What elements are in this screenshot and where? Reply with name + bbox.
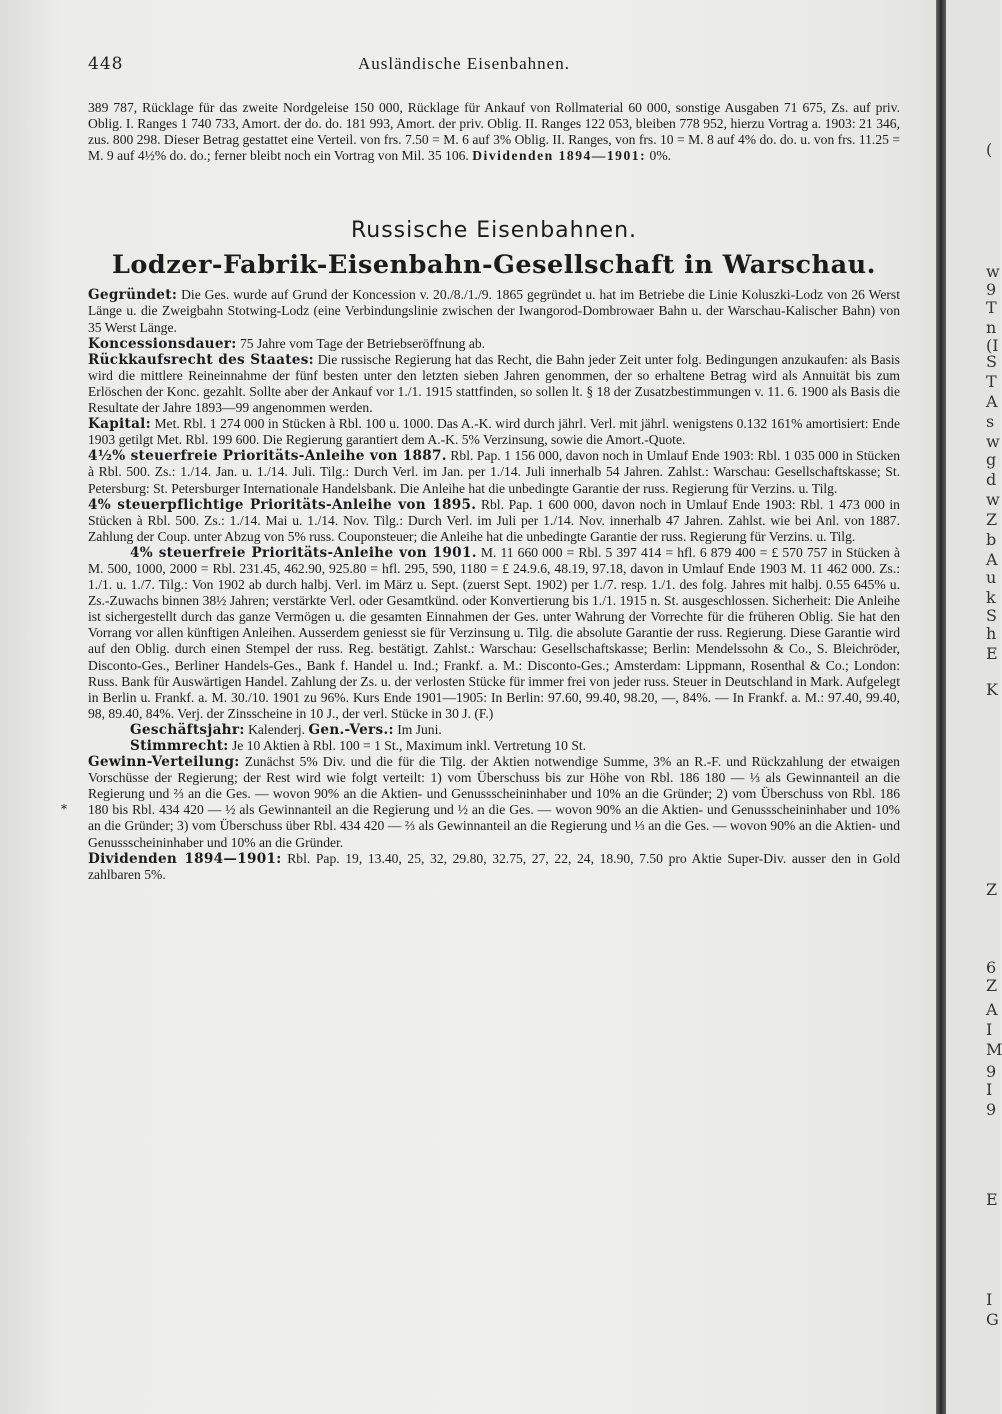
label-dividenden: Dividenden 1894—1901:	[88, 850, 282, 867]
para-dividenden	[88, 851, 900, 883]
facing-page-fragment: K	[986, 680, 998, 699]
text-dividenden: Rbl. Pap. 19, 13.40, 25, 32, 29.80, 32.75, 27, 22, 24, 18.90, 7.50 pro Aktie Super-Div. ausser den in Gold zahlbaren 5%.	[88, 850, 900, 882]
text-rueckkauf: Die russische Regierung hat das Recht, die Bahn jeder Zeit unter folg. Bedingungen anzukaufen: als Basis wird die mittlere Reineinnahme der fünf besten unter den letzten sieben Jahren genommen, der so erhaltene Betrag wird als Annuität bis zum Erlöschen der Konc. gezahlt. Sollte aber der Ankauf vor 1./1. 1915 stattfinden, so sollen lt. § 18 der Zusatzbestimmungen v. 11. 6. 1900 als Basis die Resultate der Jahre 1893—99 angenommen werden.	[88, 351, 900, 416]
facing-page-fragment: 6	[986, 958, 997, 977]
label-anleihe-1901: 4% steuerfreie Prioritäts-Anleihe von 1901.	[130, 544, 477, 561]
label-rueckkauf: Rückkaufsrecht des Staates:	[88, 351, 314, 368]
facing-page-fragment: T	[986, 298, 997, 317]
facing-page-fragment: E	[986, 1190, 998, 1209]
facing-page-fragment: Z	[986, 880, 998, 899]
para-gewinn	[88, 754, 900, 851]
facing-page-fragment: b	[986, 530, 997, 549]
facing-page-fragment: g	[986, 450, 997, 469]
para-kapital	[88, 416, 900, 448]
para-geschaeftsjahr	[88, 722, 900, 738]
section-title: Russische Eisenbahnen.	[350, 218, 638, 244]
label-gegruendet: Gegründet:	[88, 287, 178, 304]
facing-page-fragment: A	[986, 392, 998, 411]
para-rueckkauf	[88, 352, 900, 416]
label-geschaeftsjahr: Geschäftsjahr:	[130, 721, 245, 738]
text-anleihe-1895: Rbl. Pap. 1 600 000, davon noch in Umlauf Ende 1903: Rbl. 1 473 000 in Stücken à Rbl. 500. Zs.: 1./14. Mai u. 1./14. Nov. Tilg.: Durch Verl. im Juli per 1./14. Nov. innerhalb 47 Jahren. Zahlst. wie bei Anl. von 1887. Zahlung der Coup. unter Abzug von 5% russ. Couponsteuer; die Anleihe hat die unbedingte Garantie der russ. Regierung für Verzins. u. Tilg.	[88, 496, 900, 544]
facing-page-fragment: (I	[986, 336, 999, 355]
label-kapital: Kapital:	[88, 416, 151, 433]
page-number: 448	[88, 54, 124, 74]
facing-page-fragment: k	[986, 588, 996, 607]
intro-paragraph	[88, 100, 900, 164]
main-column	[88, 54, 900, 883]
label-anleihe-1887: 4½% steuerfreie Prioritäts-Anleihe von 1887.	[88, 448, 447, 465]
text-kapital: Met. Rbl. 1 274 000 in Stücken à Rbl. 100 u. 1000. Das A.-K. wird durch jährl. Verl. mit jährl. wenigstens 0.132 161% amortisiert: Ende 1903 getilgt Met. Rbl. 199 600. Die Regierung garantiert dem A.-K. 5% Verzinsung, sowie die Amort.-Quote.	[88, 416, 900, 448]
para-anleihe-1887	[88, 448, 900, 496]
para-stimmrecht	[88, 738, 900, 754]
label-gewinn: Gewinn-Verteilung:	[88, 754, 240, 771]
facing-page-fragment: d	[986, 470, 997, 489]
facing-page-fragment: I	[986, 1020, 993, 1039]
intro-dividend-value: 0%.	[649, 148, 672, 164]
intro-text: 389 787, Rücklage für das zweite Nordgeleise 150 000, Rücklage für Ankauf von Rollmaterial 60 000, sonstige Ausgaben 71 675, Zs. auf priv. Oblig. I. Ranges 1 740 733, Amort. der do. do. 181 993, Amort. der priv. Oblig. II. Ranges 122 053, bleiben 778 952, hierzu Vortrag a. 1903: 21 346, zus. 800 298. Dieser Betrag gestattet eine Verteil. von frs. 7.50 = M. 6 auf 3% Oblig. II. Ranges, von frs. 10 = M. 8 auf 4% do. do. u. von frs. 11.25 = M. 9 auf 4½% do. do.; ferner bleibt noch ein Vortrag von Mil. 35 106.	[88, 100, 900, 164]
facing-page-fragment: S	[986, 606, 997, 625]
facing-page-fragment: Z	[986, 976, 998, 995]
label-koncession: Koncessionsdauer:	[88, 335, 237, 352]
facing-page-fragment: w	[986, 432, 1000, 451]
facing-page-fragment: I	[986, 1290, 993, 1309]
para-anleihe-1901	[88, 545, 900, 722]
facing-page-fragment: u	[986, 568, 997, 587]
facing-page-fragment: h	[986, 624, 997, 643]
text-koncession: 75 Jahre vom Tage der Betriebseröffnung ab.	[240, 335, 486, 351]
facing-page-fragment: E	[986, 644, 998, 663]
facing-page-fragment: G	[986, 1310, 999, 1329]
text-geschaeftsjahr: Kalenderj.	[248, 721, 306, 737]
facing-page-fragment: (	[986, 140, 993, 159]
facing-page-fragment: 9	[986, 280, 997, 299]
facing-page-fragment: A	[986, 550, 998, 569]
facing-page-fragment: w	[986, 262, 1000, 281]
facing-page-fragment: I	[986, 1080, 993, 1099]
facing-page-edge	[946, 0, 1000, 1414]
margin-mark: *	[61, 802, 67, 816]
facing-page-fragment: s	[986, 412, 995, 431]
para-anleihe-1895	[88, 497, 900, 545]
company-title: Lodzer-Fabrik-Eisenbahn-Gesellschaft in Warschau.	[111, 250, 877, 281]
label-gen-vers: Gen.-Vers.:	[308, 721, 394, 738]
facing-page-fragment: 9	[986, 1100, 997, 1119]
label-anleihe-1895: 4% steuerpflichtige Prioritäts-Anleihe von 1895.	[88, 496, 477, 513]
facing-page-fragment: w	[986, 490, 1000, 509]
text-gen-vers: Im Juni.	[397, 721, 442, 737]
facing-page-fragment: 9	[986, 1062, 997, 1081]
para-gegruendet	[88, 287, 900, 335]
running-title: Ausländische Eisenbahnen.	[358, 54, 570, 73]
text-gegruendet: Die Ges. wurde auf Grund der Koncession v. 20./8./1./9. 1865 gegründet u. hat im Betriebe die Linie Koluszki-Lodz von 26 Werst Länge u. die Zweigbahn Stotwing-Lodz (eine Verbindungslinie zwischen der Iwangorod-Dombrowaer Bahn u. der Warschau-Kalischer Bahn) von 35 Werst Länge.	[88, 287, 900, 335]
label-stimmrecht: Stimmrecht:	[130, 738, 229, 754]
text-gewinn: Zunächst 5% Div. und die für die Tilg. der Aktien notwendige Summe, 3% an R.-F. und Rückzahlung der etwaigen Vorschüsse der Regierung; der Rest wird wie folgt verteilt: 1) vom Überschuss bis zur Höhe von Rbl. 186 180 — ⅓ als Gewinnanteil an die Regierung und ⅔ an die Ges. — wovon 90% an die Aktien- und Genussscheininhaber und 10% an die Gründer; 2) vom Überschuss von Rbl. 186 180 bis Rbl. 434 420 — ½ als Gewinnanteil an die Regierung und ½ an die Ges. — wovon 90% an die Aktien- und Genussscheininhaber und 10% an die Gründer; 3) vom Überschuss über Rbl. 434 420 — ⅔ als Gewinnanteil an die Regierung und ⅓ an die Ges. — wovon 90% an die Aktien- und Genussscheininhaber und 10% an die Gründer.	[88, 754, 900, 850]
facing-page-fragment: T	[986, 372, 997, 391]
facing-page-fragment: S	[986, 352, 997, 371]
para-koncession	[88, 336, 900, 352]
facing-page-fragment: Z	[986, 510, 998, 529]
facing-page-fragment: A	[986, 1000, 998, 1019]
text-anleihe-1887: Rbl. Pap. 1 156 000, davon noch in Umlauf Ende 1903: Rbl. 1 035 000 in Stücken à Rbl. 500. Zs.: 1./14. Jan. u. 1./14. Juli. Tilg.: Durch Verl. im Jan. per 1./14. Juli innerhalb 54 Jahren. Zahlst.: Warschau: Gesellschaftskasse; St. Petersburg: St. Petersburger Internationale Handelsbank. Die Anleihe hat die unbedingte Garantie der russ. Regierung für Verzins. u. Tilg.	[88, 448, 900, 496]
facing-page-fragment: n	[986, 318, 997, 337]
facing-page-fragment: M	[986, 1040, 1002, 1059]
text-stimmrecht: Je 10 Aktien à Rbl. 100 = 1 St., Maximum inkl. Vertretung 10 St.	[232, 738, 587, 753]
book-gutter	[936, 0, 946, 1414]
page-header	[88, 54, 900, 74]
text-anleihe-1901: M. 11 660 000 = Rbl. 5 397 414 = hfl. 6 879 400 = £ 570 757 in Stücken à M. 500, 1000, 2000 = Rbl. 231.45, 462.90, 925.80 = hfl. 295, 590, 1180 = £ 24.9.6, 48.19, 97.18, davon in Umlauf Ende 1903 M. 11 462 000. Zs.: 1./1. u. 1./7. Tilg.: Von 1902 ab durch halbj. Verl. im März u. Sept. (zuerst Sept. 1902) per 1./7. resp. 1./1. des folg. Jahres mit halbj. 0.55 645% u. Zs.-Zuwachs binnen 38½ Jahren; verstärkte Verl. oder Gesamtkünd. oder Konvertierung bis 1./1. 1915 n. St. ausgeschlossen. Sicherheit: Die Anleihe ist sichergestellt durch das ganze Vermögen u. die gesamten Einnahmen der Ges. unter Wahrung der Vorrechte für die früheren Oblig. Sie hat den Vorrang vor allen künftigen Anleihen. Ausserdem geniesst sie für Verzinsung u. Tilg. die absolute Garantie der russ. Regierung. Diese Garantie wird auf den Oblig. durch einen Stempel der russ. Reg. bestätigt. Zahlst.: Warschau: Gesellschaftskasse; Berlin: Mendelssohn & Co., S. Bleichröder, Disconto-Ges., Berliner Handels-Ges., Bank f. Handel u. Ind.; Frankf. a. M.: Disconto-Ges.; Amsterdam: Lippmann, Rosenthal & Co.; London: Russ. Bank für Auswärtigen Handel. Zahlung der Zs. u. der verlosten Stücke für immer frei von jeder russ. Steuer in Deutschland in Mark. Aufgelegt in Berlin u. Frankf. a. M. 30./10. 1901 zu 96%. Kurs Ende 1901—1905: In Berlin: 97.60, 99.40, 98.20, —, 84%. — In Frankf. a. M.: 97.40, 99.40, 98, 89.40, 84%. Verj. der Zinsscheine in 10 J., der verl. Stücke in 30 J. (F.)	[88, 544, 900, 721]
intro-dividend-label: Dividenden 1894—1901:	[472, 148, 647, 164]
